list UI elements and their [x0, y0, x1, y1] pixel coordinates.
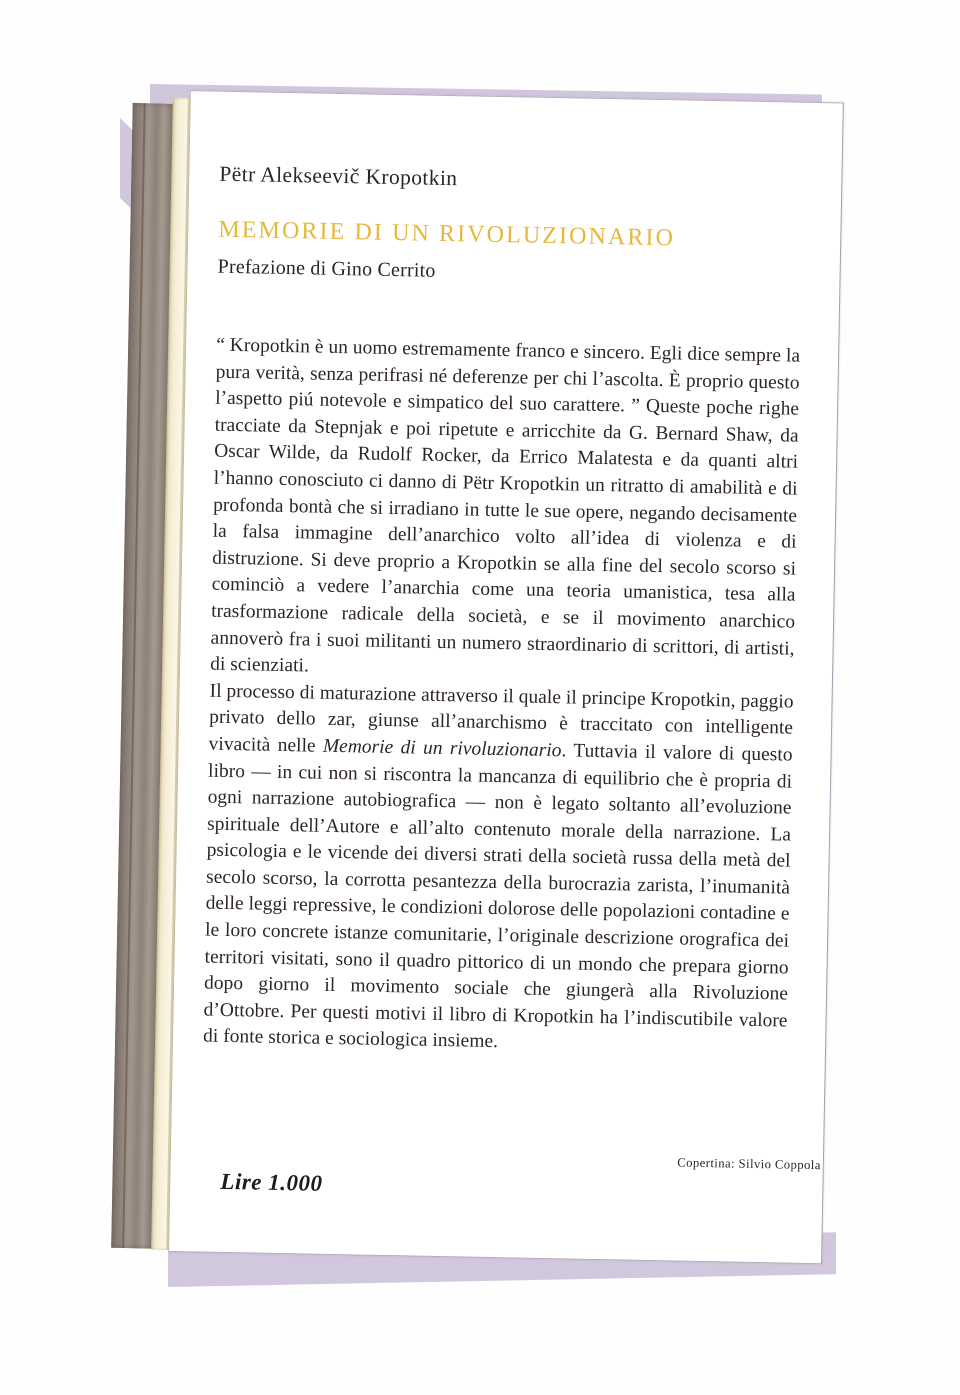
price-label: Lire 1.000: [220, 1168, 323, 1196]
book-object: [149, 90, 843, 1262]
blurb-paragraph-1: [210, 333, 800, 690]
blurb-book-title-italic: Memorie di un rivoluzionario: [322, 735, 562, 762]
blurb-paragraph-2: [203, 678, 794, 1061]
author-name: Pëtr Alekseevič Kropotkin: [219, 161, 458, 191]
blurb-paragraph-1-text: “ Kropotkin è un uomo estremamente franco e sincero. Egli dice sempre la pura verità, senza perifrasi né deferenze per chi l’ascolta. È proprio questo l’aspetto piú notevole e simpatico del suo carattere. ” Queste poche righe tracciate da Stepnjak e poi ripetute e arricchite da G. Bernard Shaw, da Oscar Wilde, da Rudolf Rocker, da Errico Malatesta e da quanti altri l’hanno conosciuto ci danno di Pëtr Kropotkin un ritratto di amabilità e di profonda bontà che si irradiano in tutte le sue opere, negando decisamente la falsa immagine dell’anarchico volto all’idea di violenza e di distruzione. Si deve proprio a Kropotkin se alla fine del secolo scorso si cominciò a vedere l’anarchia come una teoria umanistica, tesa alla trasformazione radicale della società, e se il movimento anarchico annoverò fra i suoi militanti un numero straordinario di scrittori, di artisti, di scienziati.: [209, 334, 801, 677]
back-cover-blurb: [203, 333, 800, 1062]
cover-designer-credit: Copertina: Silvio Coppola: [677, 1155, 821, 1173]
cover-text-block: [203, 162, 804, 1062]
book-title: MEMORIE DI UN RIVOLUZIONARIO: [218, 216, 676, 252]
book-back-cover: [169, 90, 844, 1264]
cover-footer: [220, 1147, 821, 1218]
preface-credit: Prefazione di Gino Cerrito: [217, 255, 436, 282]
blurb-paragraph-2-text-b: . Tuttavia il valore di questo libro — in cui non si riscontra la mancanza di equilibrio che è propria di ogni narrazione autobiografica — non è legato soltanto all’evoluzione spirituale dell’Autore e all’alto contenuto morale della narrazione. La psicologia e le vicende dei diversi strati della società russa della metà del secolo scorso, la corrotta pesantezza della burocrazia zarista, l’inumanità delle leggi repressive, le condizioni dolorose delle popolazioni contadine e le loro concrete istanze comunitarie, l’originale descrizione orografica dei territori visitati, sono il quadro pittorico di un mondo che prepara giorno dopo giorno il movimento sociale che giungerà alla Rivoluzione d’Ottobre. Per questi motivi il libro di Kropotkin ha l’indiscutibile valore di fonte storica e sociologica insieme.: [202, 740, 793, 1053]
blurb-paragraph-2-text-a: Il processo di maturazione attraverso il quale il principe Kropotkin, paggio privato dello zar, giunse all’anarchismo è traccitato con intelligente vivacità nelle: [208, 680, 794, 757]
